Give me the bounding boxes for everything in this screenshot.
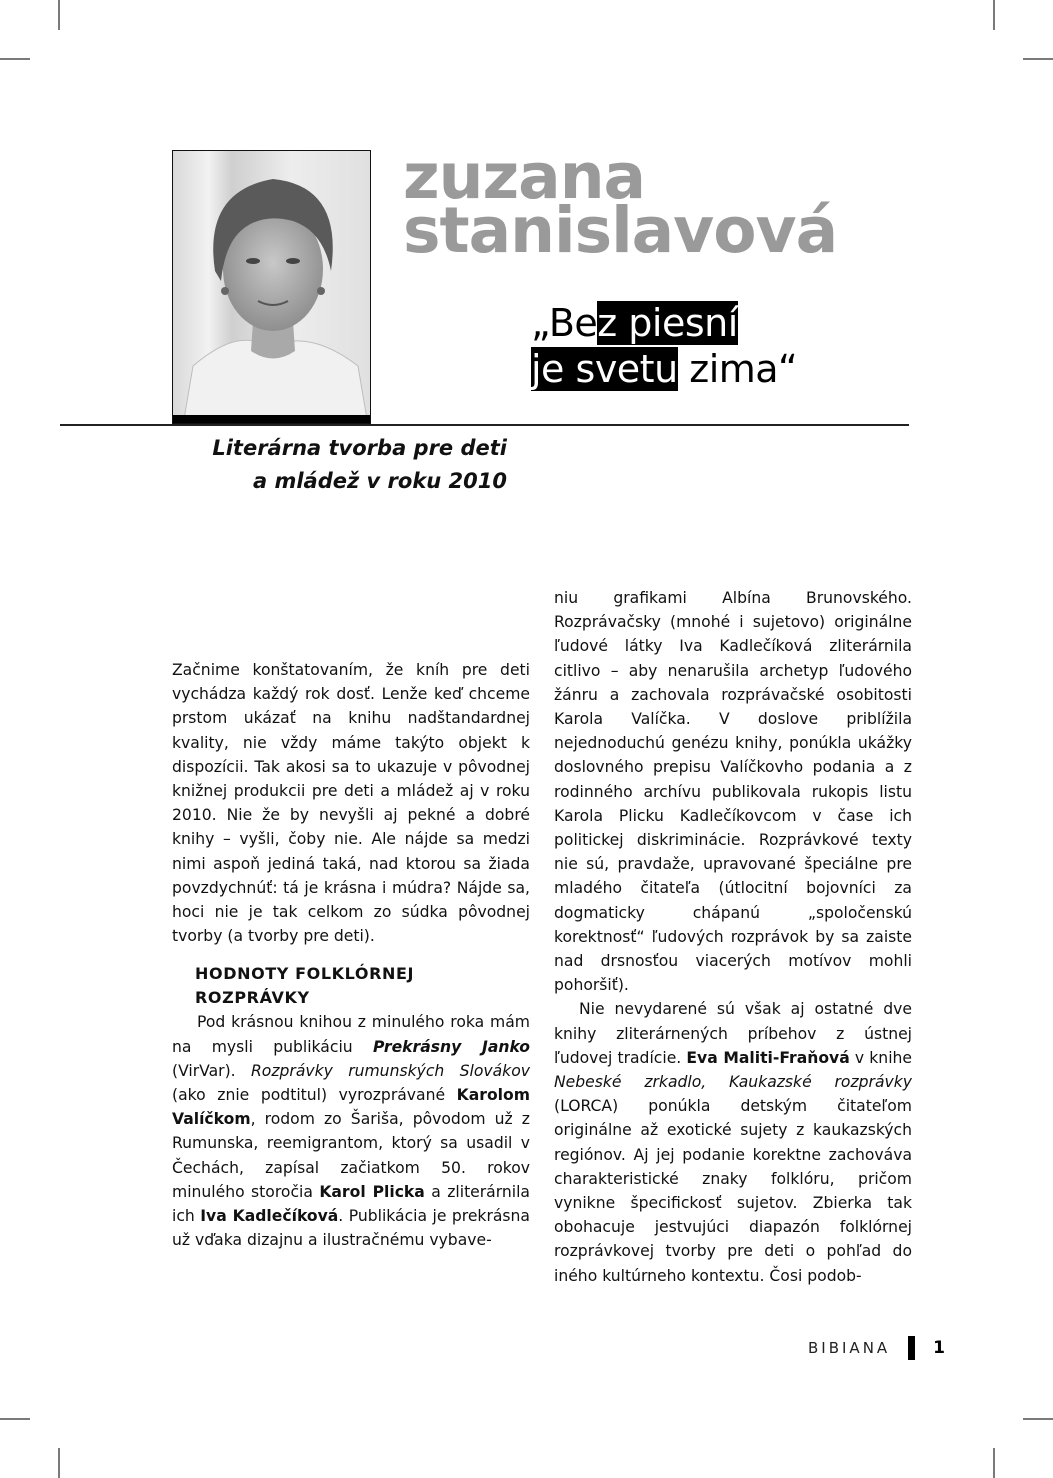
book-title: Prekrásny Janko	[372, 1037, 530, 1056]
text-run: v knihe	[849, 1048, 913, 1067]
body-paragraph	[554, 997, 912, 1287]
person-name: Karol Plicka	[319, 1182, 425, 1201]
author-name	[403, 140, 838, 267]
author-last-name: stanislavová	[403, 194, 838, 267]
header-divider	[60, 424, 909, 426]
crop-mark	[993, 0, 995, 30]
subtitle-line: Literárna tvorba pre deti	[212, 436, 507, 460]
page-footer	[808, 1335, 945, 1361]
body-paragraph: niu grafikami Albína Brunovského. Rozprávačsky (mnohé i sujetovo) originálne ľudové látky Iva Kadlečíková zliterárnila citlivo – aby nenarušila archetyp ľudového žánru a zachovala rozprávačské osobitosti Karola Valíčka. V doslove priblížila nejednoduchú genézu knihy, ponúkla ukážky doslovného prepisu Valíčkovho podania a z rodinného archívu publikovala rukopis listu Karola Plicku Kadlečíkovcom v čase ich politickej diskriminácie. Rozprávkové texty nie sú, pravdaže, upravované špeciálne pre mladého čitateľa (útlocitní bojovníci za dogmaticky chápanú „spoločenskú korektnosť“ ľudových rozprávok by sa zaiste nad drsnosťou viacerých motívov mohli pohoršiť).	[554, 589, 912, 995]
text-run: (LORCA) ponúkla detským čitateľom originálne až exotické sujety z kaukazských regiónov. Aj jej podanie korektne zachováva charakteristické znaky folklóru, pričom vynikne špecifickosť sujetov. Zbierka tak obohacuje jestvujúci diapazón folklórnej rozprávkovej tvorby pre deti o pohľad do iného kultúrneho kontextu. Čosi podob-	[554, 1097, 912, 1285]
text-run: (ako znie podtitul) vyrozprávané	[172, 1086, 457, 1105]
person-name: Karolom Valíčkom	[172, 1086, 530, 1129]
book-title: Nebeské zrkadlo, Kaukazské rozprávky	[554, 1073, 912, 1092]
intro-paragraph: Začnime konštatovaním, že kníh pre deti vychádza každý rok dosť. Lenže keď chceme prstom ukázať na knihu nadštandardnej kvality, nie vždy máme takýto objekt k dispozícii. Tak akosi sa to ukazuje v pôvodnej knižnej produkcii pre deti a mládež aj v roku 2010. Nie že by nevyšli aj pekné a dobré knihy – vyšli, čoby nie. Ale nájde sa medzi nimi aspoň jediná taká, nad ktorou sa žiada povzdychnúť: tá je krásna i múdra? Nájde sa, hoci nie je tak celkom zo súdka pôvodnej tvorby (a tvorby pre deti).	[172, 661, 530, 946]
section-heading	[195, 962, 530, 1010]
author-photo	[172, 150, 371, 424]
crop-mark	[0, 1418, 30, 1420]
text-run: Nie nevydarené sú však aj ostatné dve knihy zliterárnených príbehov z ústnej ľudovej tradície.	[554, 1000, 912, 1067]
person-name: Iva Kadlečíková	[200, 1207, 339, 1226]
quote-text: „Be	[531, 301, 598, 345]
section-heading-line: HODNOTY FOLKLÓRNEJ	[195, 964, 415, 984]
page-number: 1	[933, 1338, 946, 1358]
text-column-right	[554, 586, 912, 1288]
text-run: . Publikácia je prekrásna už vďaka dizajnu a ilustračnému vybave-	[172, 1207, 530, 1250]
article-subtitle	[170, 432, 507, 498]
crop-mark	[1023, 58, 1053, 60]
person-name: Eva Maliti-Fraňová	[686, 1048, 850, 1067]
author-first-name: zuzana	[403, 140, 646, 213]
text-run: Pod krásnou knihou z minulého roka mám na mysli publikáciu	[172, 1013, 530, 1056]
section-heading-line: ROZPRÁVKY	[195, 988, 310, 1008]
text-run: a zliterárnila ich	[172, 1182, 530, 1226]
subtitle-line: a mládež v roku 2010	[253, 469, 507, 493]
crop-mark	[993, 1448, 995, 1478]
article-title-quote	[531, 300, 797, 392]
crop-mark	[1023, 1418, 1053, 1420]
footer-separator-bar	[908, 1336, 915, 1360]
magazine-logo: BIBIANA	[808, 1339, 891, 1357]
body-paragraph	[172, 1010, 530, 1252]
text-column-left	[172, 658, 530, 1252]
photo-bottom-bar	[173, 415, 370, 423]
quote-highlight: je svetu	[531, 347, 678, 391]
quote-highlight: z piesní	[597, 301, 738, 345]
quote-text: zima“	[677, 347, 798, 391]
crop-mark	[0, 58, 30, 60]
text-run: , rodom zo Šariša, pôvodom už z Rumunska, reemigrantom, ktorý sa usadil v Čechách, zapísal začiatkom 50. rokov minulého storočia	[172, 1110, 530, 1201]
portrait-illustration	[173, 151, 371, 424]
book-subtitle: Rozprávky rumunských Slovákov	[250, 1061, 530, 1080]
crop-mark	[58, 1448, 60, 1478]
text-run: (VirVar).	[172, 1061, 251, 1080]
crop-mark	[58, 0, 60, 30]
